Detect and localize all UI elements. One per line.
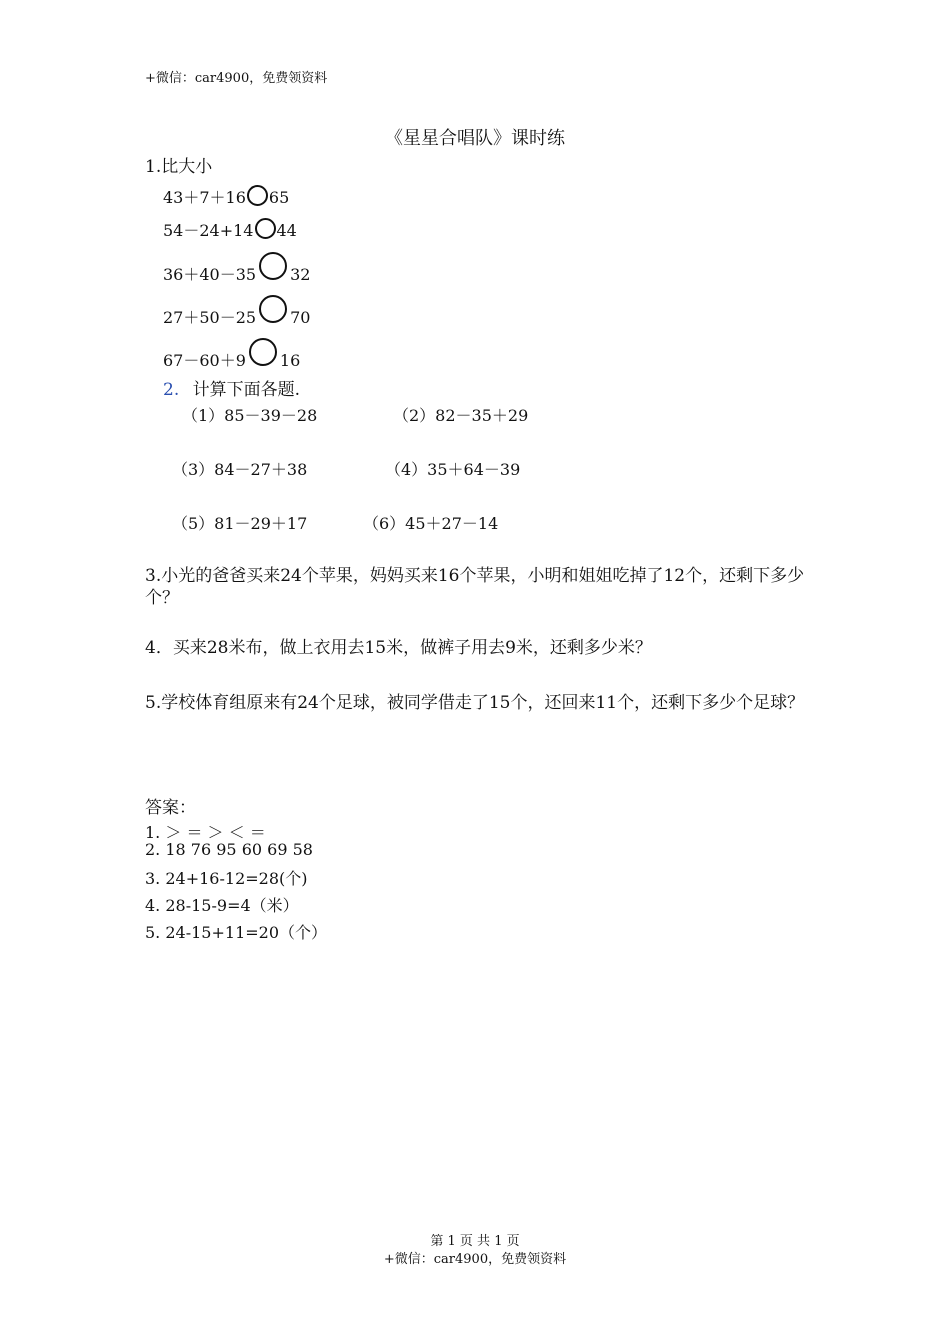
footer-watermark: +微信：car4900，免费领资料 — [383, 1252, 567, 1267]
compare-circle[interactable] — [249, 338, 277, 366]
section1-heading: 1.比大小 — [145, 157, 213, 177]
question-3: 3.小光的爸爸买来24个苹果，妈妈买来16个苹果，小明和姐姐吃掉了12个，还剩下多少个？ — [145, 566, 805, 608]
compare-left: 27＋50－25 — [163, 308, 257, 327]
compare-left: 54－24+14 — [163, 221, 254, 240]
page-number: 第 1 页 共 1 页 — [430, 1234, 520, 1249]
compare-left: 36＋40－35 — [163, 265, 257, 284]
compare-circle[interactable] — [247, 185, 268, 206]
compare-circle[interactable] — [255, 218, 276, 239]
answer-line: 5. 24-15+11=20（个） — [145, 923, 328, 942]
compare-row — [163, 252, 310, 285]
compare-row — [163, 295, 310, 328]
compare-left: 67－60＋9 — [163, 351, 246, 370]
answer-line: 2. 18 76 95 60 69 58 — [145, 840, 313, 859]
compare-row — [163, 338, 300, 371]
calc-item: （1）85－39－28 — [182, 406, 318, 425]
compare-right: 16 — [279, 351, 301, 370]
section2-number: 2. — [163, 380, 180, 400]
answers-heading: 答案： — [145, 798, 196, 818]
section2-title: 计算下面各题. — [192, 380, 301, 400]
compare-row — [163, 185, 289, 208]
answer-line: 3. 24+16-12=28(个) — [145, 869, 308, 888]
page-title: 《星星合唱队》课时练 — [385, 128, 565, 149]
section2-heading — [163, 375, 300, 400]
compare-right: 65 — [268, 188, 290, 207]
calc-item: （6）45＋27－14 — [363, 514, 499, 533]
calc-item: （4）35＋64－39 — [385, 460, 521, 479]
compare-left: 43＋7＋16 — [163, 188, 246, 207]
compare-right: 32 — [290, 265, 311, 284]
compare-right: 44 — [276, 221, 297, 240]
question-4: 4．买来28米布，做上衣用去15米，做裤子用去9米，还剩多少米？ — [145, 638, 652, 658]
calc-item: （5）81－29＋17 — [172, 514, 308, 533]
answer-line: 1. ＞ ＝ ＞ ＜ ＝ — [145, 823, 266, 842]
compare-right: 70 — [290, 308, 311, 327]
question-5: 5.学校体育组原来有24个足球，被同学借走了15个，还回来11个，还剩下多少个足球？ — [145, 693, 805, 713]
compare-row — [163, 218, 297, 241]
calc-item: （2）82－35＋29 — [393, 406, 529, 425]
answer-line: 4. 28-15-9=4（米） — [145, 896, 299, 915]
calc-item: （3）84－27＋38 — [172, 460, 308, 479]
compare-circle[interactable] — [259, 295, 287, 323]
compare-circle[interactable] — [259, 252, 287, 280]
header-watermark: +微信：car4900，免费领资料 — [145, 71, 328, 86]
